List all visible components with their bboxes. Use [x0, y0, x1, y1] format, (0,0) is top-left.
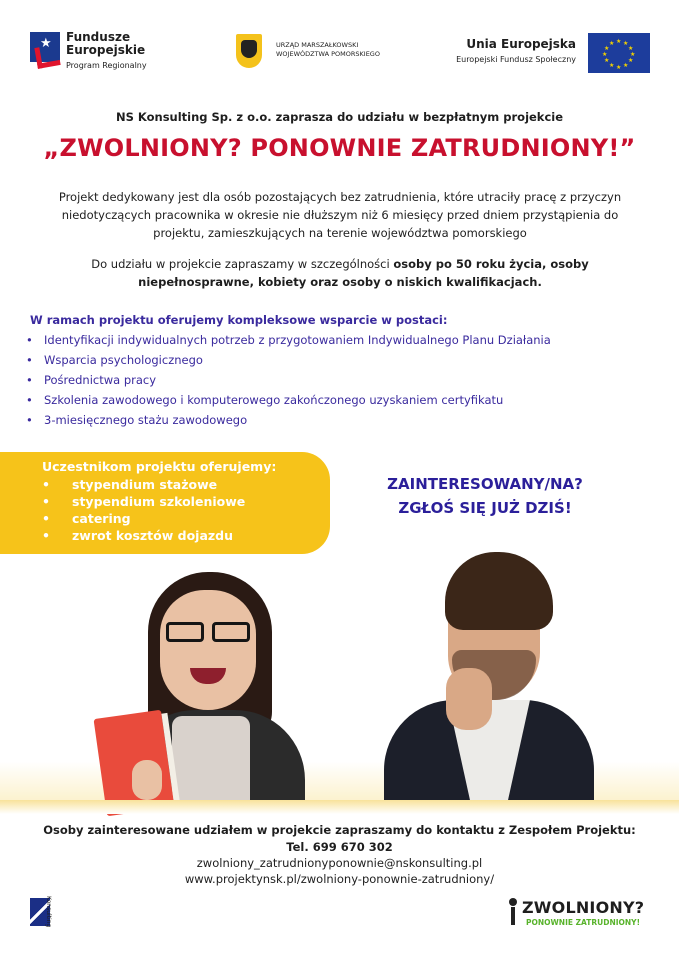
um-logo-line1: URZĄD MARSZAŁKOWSKI	[276, 41, 359, 49]
list-item: • 3-miesięcznego stażu zawodowego	[24, 412, 551, 432]
contact-intro: Osoby zainteresowane udziałem w projekcie zapraszamy do kontaktu z Zespołem Projektu:	[43, 823, 636, 837]
fundusze-europejskie-logo	[30, 30, 170, 76]
cta-line2: ZGŁOŚ SIĘ JUŻ DZIŚ!	[398, 499, 572, 517]
offer-list	[24, 332, 551, 432]
list-item: • Wsparcia psychologicznego	[24, 352, 551, 372]
glasses-icon	[160, 622, 256, 644]
target-group-emphasis: osoby po 50 roku życia, osoby niepełnosprawne, kobiety oraz osoby o niskich kwalifikacjach.	[138, 257, 589, 289]
woman-hand	[132, 760, 162, 800]
urzad-marszalkowski-logo	[236, 34, 386, 74]
fe-logo-line1: Fundusze	[66, 30, 131, 44]
fe-emblem-icon: ★	[30, 32, 60, 62]
benefits-list	[42, 476, 245, 544]
woman-shirt	[172, 716, 250, 812]
list-item: • zwrot kosztów dojazdu	[42, 527, 245, 544]
list-item: • Pośrednictwa pracy	[24, 372, 551, 392]
project-logo-line2: PONOWNIE ZATRUDNIONY!	[526, 918, 641, 927]
unia-europejska-logo	[456, 33, 650, 75]
fe-logo-line2: Europejskie	[66, 43, 146, 57]
project-logo	[504, 898, 654, 932]
ns-konsulting-logo	[30, 896, 64, 932]
um-logo-line2: WOJEWÓDZTWA POMORSKIEGO	[276, 50, 380, 58]
project-headline: „ZWOLNIONY? PONOWNIE ZATRUDNIONY!”	[43, 134, 636, 162]
target-group-intro: Do udziału w projekcie zapraszamy w szczególności	[91, 257, 394, 271]
list-item: • Identyfikacji indywidualnych potrzeb z przygotowaniem Indywidualnego Planu Działania	[24, 332, 551, 352]
intro-text: NS Konsulting Sp. z o.o. zaprasza do udziału w bezpłatnym projekcie	[115, 110, 564, 124]
contact-phone: Tel. 699 670 302	[286, 840, 393, 854]
list-item: • catering	[42, 510, 245, 527]
contact-website: www.projektynsk.pl/zwolniony-ponownie-zatrudniony/	[184, 872, 495, 886]
ns-logo-text: Konsulting	[45, 896, 52, 928]
fe-logo-line3: Program Regionalny	[66, 61, 147, 70]
offer-title: W ramach projektu oferujemy kompleksowe wsparcie w postaci:	[30, 313, 448, 327]
list-item: • stypendium szkoleniowe	[42, 493, 245, 510]
griffin-shield-icon	[236, 34, 262, 68]
benefits-title: Uczestnikom projektu oferujemy:	[42, 459, 277, 474]
call-to-action	[350, 472, 620, 520]
benefits-panel	[0, 452, 330, 554]
person-icon	[504, 898, 522, 928]
eu-flag-icon: ★ ★ ★ ★ ★ ★ ★ ★ ★ ★ ★ ★	[588, 33, 650, 73]
target-group-paragraph	[40, 255, 640, 291]
list-item: • Szkolenia zawodowego i komputerowego zakończonego uzyskaniem certyfikatu	[24, 392, 551, 412]
man-hand	[446, 668, 492, 730]
project-description: Projekt dedykowany jest dla osób pozostających bez zatrudnienia, które utraciły pracę z przyczyn niedotyczących pracownika w okresie nie dłuższym niż 6 miesięcy przed dniem przystąpienia do projektu, zamieszkujących na terenie województwa pomorskiego	[58, 190, 622, 240]
ue-title: Unia Europejska	[466, 37, 576, 51]
ue-subtitle: Europejski Fundusz Społeczny	[456, 55, 576, 64]
list-item: • stypendium stażowe	[42, 476, 245, 493]
project-logo-line1: ZWOLNIONY?	[522, 898, 645, 917]
contact-email: zwolniony_zatrudnionyponownie@nskonsulting.pl	[196, 856, 483, 870]
cta-line1: ZAINTERESOWANY/NA?	[387, 475, 583, 493]
woman-face	[160, 590, 256, 710]
divider-band	[0, 800, 679, 814]
